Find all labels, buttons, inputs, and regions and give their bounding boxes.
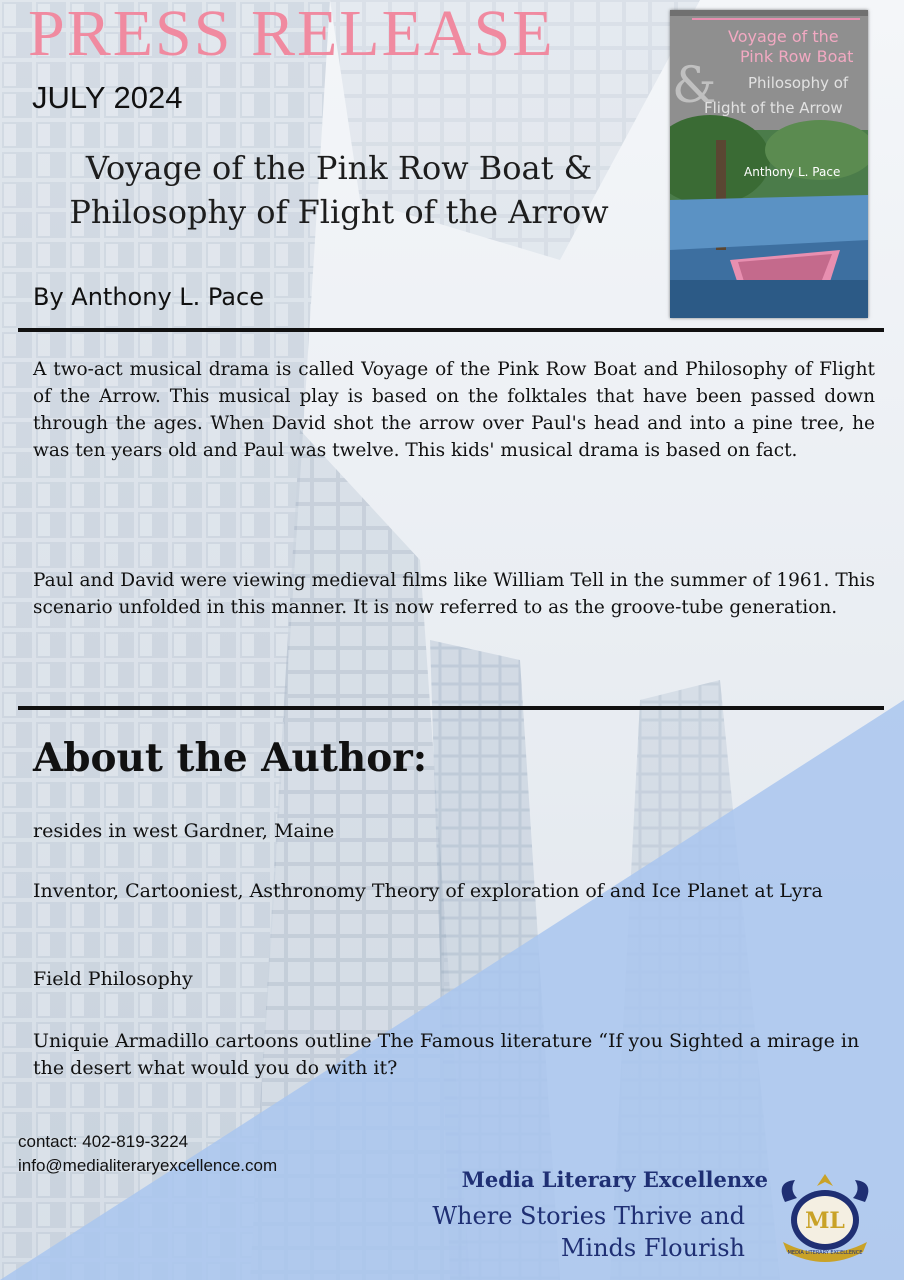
cover-title-line1: Voyage of the bbox=[728, 27, 839, 46]
book-title-line1: Voyage of the Pink Row Boat & bbox=[85, 149, 593, 187]
media-literary-excellence-logo bbox=[775, 1172, 875, 1264]
description-paragraph-1: A two-act musical drama is called Voyage of the Pink Row Boat and Philosophy of Flight of the Arrow. This musical play is based on the folktales that have been passed down through the ages. When David shot the arrow over Paul's head and into a pine tree, he was ten years old and Paul was twelve. This kids' musical drama is based on fact. bbox=[33, 359, 875, 461]
about-item-cartoons: Uniquie Armadillo cartoons outline The Famous literature “If you Sighted a mirage in the desert what would you do with it? bbox=[33, 1030, 860, 1079]
about-item-occupations: Inventor, Cartooniest, Asthronomy Theory of exploration of and Ice Planet at Lyra bbox=[33, 880, 823, 902]
divider-middle bbox=[18, 706, 884, 710]
cover-title-line4: Flight of the Arrow bbox=[704, 99, 843, 117]
company-name: Media Literary Excellenxe bbox=[461, 1167, 768, 1192]
tagline-line2: Minds Flourish bbox=[560, 1234, 745, 1262]
book-cover-illustration bbox=[670, 10, 868, 318]
cover-ampersand: & bbox=[672, 56, 717, 114]
contact-phone: contact: 402-819-3224 bbox=[18, 1132, 189, 1151]
cover-author: Anthony L. Pace bbox=[744, 165, 841, 179]
about-author-heading: About the Author: bbox=[33, 735, 428, 781]
logo-ring-text: MEDIA LITERARY EXCELLENCE bbox=[787, 1250, 863, 1256]
book-title bbox=[34, 146, 644, 234]
divider-top bbox=[18, 328, 884, 332]
contact-email[interactable]: info@medialiteraryexcellence.com bbox=[18, 1156, 278, 1175]
press-release-heading: PRESS RELEASE bbox=[28, 0, 555, 70]
tagline-line1: Where Stories Thrive and bbox=[432, 1202, 745, 1230]
description-paragraph-2: Paul and David were viewing medieval films like William Tell in the summer of 1961. This scenario unfolded in this manner. It is now referred to as the groove-tube generation. bbox=[33, 570, 875, 618]
release-date: JULY 2024 bbox=[32, 80, 183, 115]
author-byline: By Anthony L. Pace bbox=[33, 283, 264, 311]
cover-title-line2: Pink Row Boat bbox=[740, 47, 854, 66]
book-cover-image bbox=[670, 10, 868, 318]
about-item-field: Field Philosophy bbox=[33, 968, 193, 990]
book-title-line2: Philosophy of Flight of the Arrow bbox=[69, 193, 609, 231]
cover-title-line3: Philosophy of bbox=[748, 74, 849, 92]
about-item-residence: resides in west Gardner, Maine bbox=[33, 820, 335, 842]
logo-initials: ML bbox=[805, 1208, 845, 1234]
